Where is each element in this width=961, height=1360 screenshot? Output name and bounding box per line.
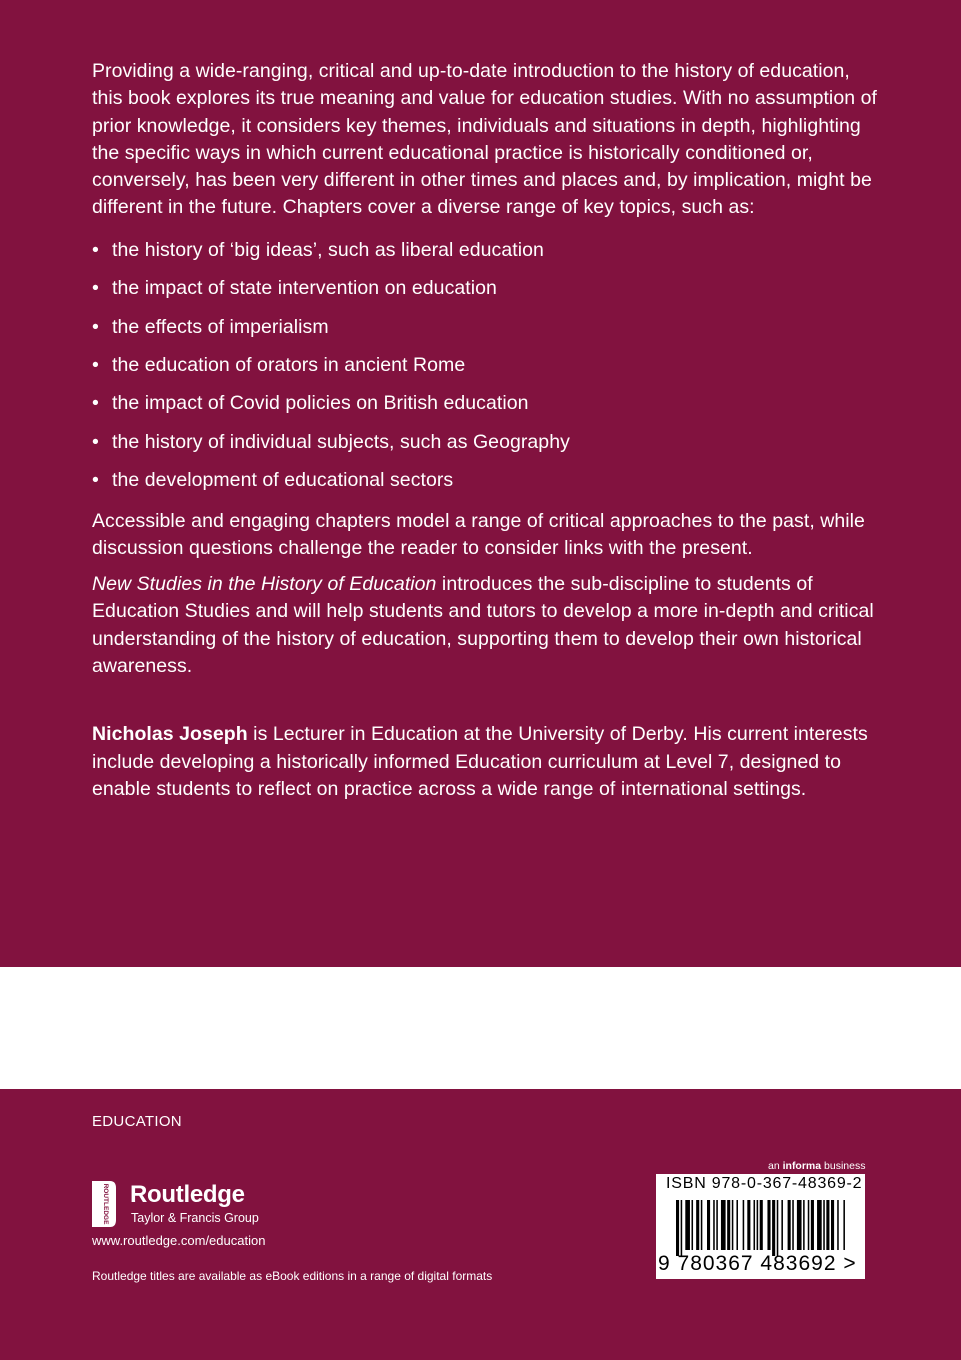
- barcode-bar: [681, 1200, 683, 1256]
- barcode-bar: [767, 1200, 770, 1250]
- intro-paragraph: Providing a wide-ranging, critical and up-to-date introduction to the history of education, this book explores its true meaning and value for education studies. With no assumption of prior knowledge, it considers key themes, individuals and situations in depth, highlighting the specific ways in which current educational practice is historically conditioned or, conversely, has been very different in other times and places and, by implication, might be different in the future. Chapters cover a diverse range of key topics, such as:: [92, 60, 877, 219]
- white-band: [0, 967, 961, 1089]
- author-name: Nicholas Joseph: [92, 723, 248, 746]
- list-item: • the history of ‘big ideas’, such as liberal education: [92, 231, 882, 269]
- barcode-bar: [788, 1200, 791, 1250]
- bullet-icon: •: [92, 469, 99, 492]
- barcode-bar: [826, 1200, 829, 1250]
- blurb: [92, 58, 882, 812]
- barcode-bar: [676, 1200, 679, 1256]
- barcode-bar: [707, 1200, 710, 1250]
- publisher-url[interactable]: www.routledge.com/education: [92, 1233, 266, 1248]
- barcode-bar: [757, 1200, 759, 1250]
- list-item: • the impact of Covid policies on British education: [92, 384, 882, 422]
- chapters-paragraph: Accessible and engaging chapters model a range of critical approaches to the past, while discussion questions challenge the reader to consider links with the present.: [92, 509, 865, 559]
- barcode-bar: [696, 1200, 699, 1250]
- barcode-bar: [732, 1200, 734, 1250]
- series-description: introduces the sub-discipline to students of Education Studies and will help students and tutors to develop a more in-depth and critical understanding of the history of education, supporting them to develop their own historical awareness.: [92, 573, 874, 677]
- series-paragraph: [92, 571, 882, 680]
- list-item: • the effects of imperialism: [92, 308, 882, 346]
- barcode-bar: [716, 1200, 718, 1250]
- barcode-bar: [797, 1200, 802, 1250]
- routledge-logo: [90, 1180, 290, 1230]
- barcode-bar: [692, 1200, 694, 1250]
- bullet-icon: •: [92, 392, 99, 415]
- bullet-icon: •: [92, 277, 99, 300]
- barcode-bar: [811, 1200, 814, 1250]
- barcode-bar: [803, 1200, 805, 1250]
- svg-text:ROUTLEDGE: ROUTLEDGE: [102, 1183, 109, 1225]
- routledge-mark-icon: [90, 1180, 118, 1228]
- barcode-bar: [736, 1200, 738, 1250]
- barcode-bar: [747, 1200, 750, 1250]
- barcode-bar: [727, 1200, 730, 1250]
- isbn-label: ISBN 978-0-367-48369-2: [666, 1175, 863, 1192]
- bullet-icon: •: [92, 315, 99, 338]
- subject-category: EDUCATION: [92, 1113, 182, 1130]
- publisher-group: Taylor & Francis Group: [131, 1211, 259, 1225]
- informa-tagline: an informa business: [768, 1160, 866, 1172]
- barcode-bar: [772, 1200, 775, 1256]
- barcode-bar: [823, 1200, 825, 1250]
- publisher-name: Routledge: [130, 1181, 245, 1208]
- list-item: • the history of individual subjects, such as Geography: [92, 423, 882, 461]
- barcode-bar: [837, 1200, 839, 1250]
- barcode-bar: [743, 1200, 745, 1250]
- isbn-barcode: [656, 1174, 865, 1279]
- barcode-bar: [817, 1200, 822, 1250]
- barcode-number: 9 780367 483692 >: [658, 1252, 857, 1275]
- barcode-bar: [713, 1200, 715, 1250]
- author-bio: is Lecturer in Education at the University of Derby. His current interests include developing a historically informed Education curriculum at Level 7, designed to enable students to reflect on practice across a wide range of international settings.: [92, 723, 868, 800]
- barcode-bar: [808, 1200, 810, 1250]
- barcode-bar: [754, 1200, 756, 1250]
- barcode-bar: [721, 1200, 726, 1250]
- author-paragraph: [92, 721, 882, 803]
- series-title: New Studies in the History of Education: [92, 573, 437, 596]
- topic-list: [92, 231, 882, 500]
- bullet-icon: •: [92, 238, 99, 261]
- bullet-icon: •: [92, 353, 99, 376]
- barcode-bar: [831, 1200, 834, 1250]
- bullet-icon: •: [92, 430, 99, 453]
- barcode-bar: [760, 1200, 763, 1250]
- list-item: • the education of orators in ancient Rome: [92, 346, 882, 384]
- barcode-bar: [777, 1200, 779, 1256]
- barcode-bar: [792, 1200, 794, 1250]
- list-item: • the development of educational sectors: [92, 461, 882, 499]
- barcode-bar: [685, 1200, 690, 1250]
- ebook-note: Routledge titles are available as eBook editions in a range of digital formats: [92, 1269, 493, 1283]
- barcode-bar: [781, 1200, 783, 1250]
- barcode-bar: [701, 1200, 703, 1250]
- list-item: • the impact of state intervention on education: [92, 269, 882, 307]
- barcode-bar: [843, 1200, 845, 1250]
